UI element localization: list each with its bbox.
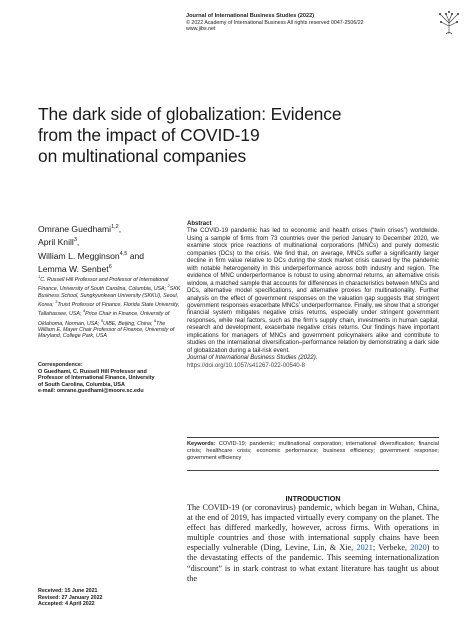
journal-url[interactable]: www.jibs.net [186,26,216,33]
correspondence-block [38,362,183,395]
affiliations: $^1$C. Russell Hill Professor and Professor of International Finance, University of South Carolina, Columbia, USA; $^2$SKK Business School, Sungkyunkwan University (SKKU), Seoul, Korea; $^3$Truist Professor of Finance, Florida State University, Tallahassee, USA; $^4$Price Chair in Finance, University of Oklahoma, Norman, USA; $^5$UIBE, Beijing, China; $^6$The William E. Mayer Chair Professor of Finance, University of Maryland, College Park, USA [38,274,181,340]
received-date: Received: 15 June 2021 [38,588,98,594]
keywords-top-rule [187,437,439,438]
title-line: The dark side of globalization: Evidence [38,104,342,124]
author-list [38,222,188,275]
introduction-heading: INTRODUCTION [285,494,341,503]
abstract-label: Abstract [187,221,212,227]
correspondence-line: O Guedhami, C. Russell Hill Professor and [38,368,147,375]
correspondence-line: Professor of International Finance, University [38,375,155,382]
author: William L. Megginson$^{4,5}$ and [38,250,145,261]
keywords-text: COVID-19; pandemic; multinational corporation; international diversification; financial crisis; healthcare crisis; economic performance; business efficiency; government response; government efficiency [187,441,439,461]
citation-link[interactable]: 2020 [410,543,427,553]
article-title [38,104,438,168]
author: April Knill$^3$, [38,237,80,248]
keywords-label: Keywords: [187,441,216,447]
author: Lemma W. Senbet$^6$ [38,263,112,274]
doi-link[interactable]: https://doi.org/10.1057/s41267-022-00540-8 [187,362,306,369]
correspondence-email[interactable]: e-mail: omrane.guedhami@moore.sc.edu [38,388,144,395]
correspondence-label: Correspondence: [38,362,83,368]
correspondence-line: of South Carolina, Columbia, USA [38,381,125,388]
author: Omrane Guedhami$^{1,2}$, [38,223,122,234]
title-line: on multinational companies [38,146,247,167]
abstract-citation: Journal of International Business Studies (2022). [187,355,318,362]
journal-name: Journal of International Business Studies (2022) [186,13,315,19]
title-line: from the impact of COVID-19 [38,125,260,146]
keywords-section [187,441,439,462]
article-dates [38,588,178,608]
copyright-line: © 2022 Academy of International Business All rights reserved 0047-2506/22 [186,19,364,26]
publisher-tree-logo [436,9,462,35]
abstract-text: The COVID-19 pandemic has led to economic and health crises (“twin crises”) worldwide. Using a sample of firms from 73 countries over the period January to December 2020, we examine stock price reactions of multinational corporations (MNCs) and purely domestic companies (DCs) to the crisis. We find that, on average, MNCs suffer a significantly larger decline in firm value relative to DCs during the stock market crisis caused by the pandemic with notable heterogeneity in this underperformance across both industry and region. The evidence of MNC underperformance is robust to using abnormal returns, an alternative crisis window, a matched sample that accounts for differences in characteristics between MNCs and DCs, alternative model specifications, and alternative proxies for multinationality. Further analysis on the effect of government responses on the valuation gap suggests that stringent government responses exacerbate MNCs’ underperformance. Finally, we show that a stronger financial system mitigates negative crisis returns, especially under stringent government responses, while real factors, such as the firm’s supply chain, investments in human capital, research and development, exacerbate negative crisis returns. Our findings have important implications for managers of MNCs and government policymakers alike and contribute to studies on the international diversification–performance relation by demonstrating a dark side of globalization during a tail-risk event. [187,228,439,354]
abstract-section [187,221,439,370]
citation-link[interactable]: 2021 [356,543,373,553]
accepted-date: Accepted: 4 April 2022 [38,601,95,608]
revised-date: Revised: 27 January 2022 [38,594,103,601]
introduction-text: The COVID-19 (or coronavirus) pandemic, which began in Wuhan, China, at the end of 2019, has impacted virtually every company on the planet. The effect has differed markedly, however, across firms. With operations in multiple countries and those with international supply chains have been especially vulnerable (Ding, Levine, Lin, & Xie, 2021; Verbeke, 2020) to the devastating effects of the pandemic. This seeming internationalization “discount” is in stark contrast to what extant literature has taught us about the [187,503,439,583]
journal-header [186,13,456,33]
keywords-bottom-rule [187,470,439,471]
